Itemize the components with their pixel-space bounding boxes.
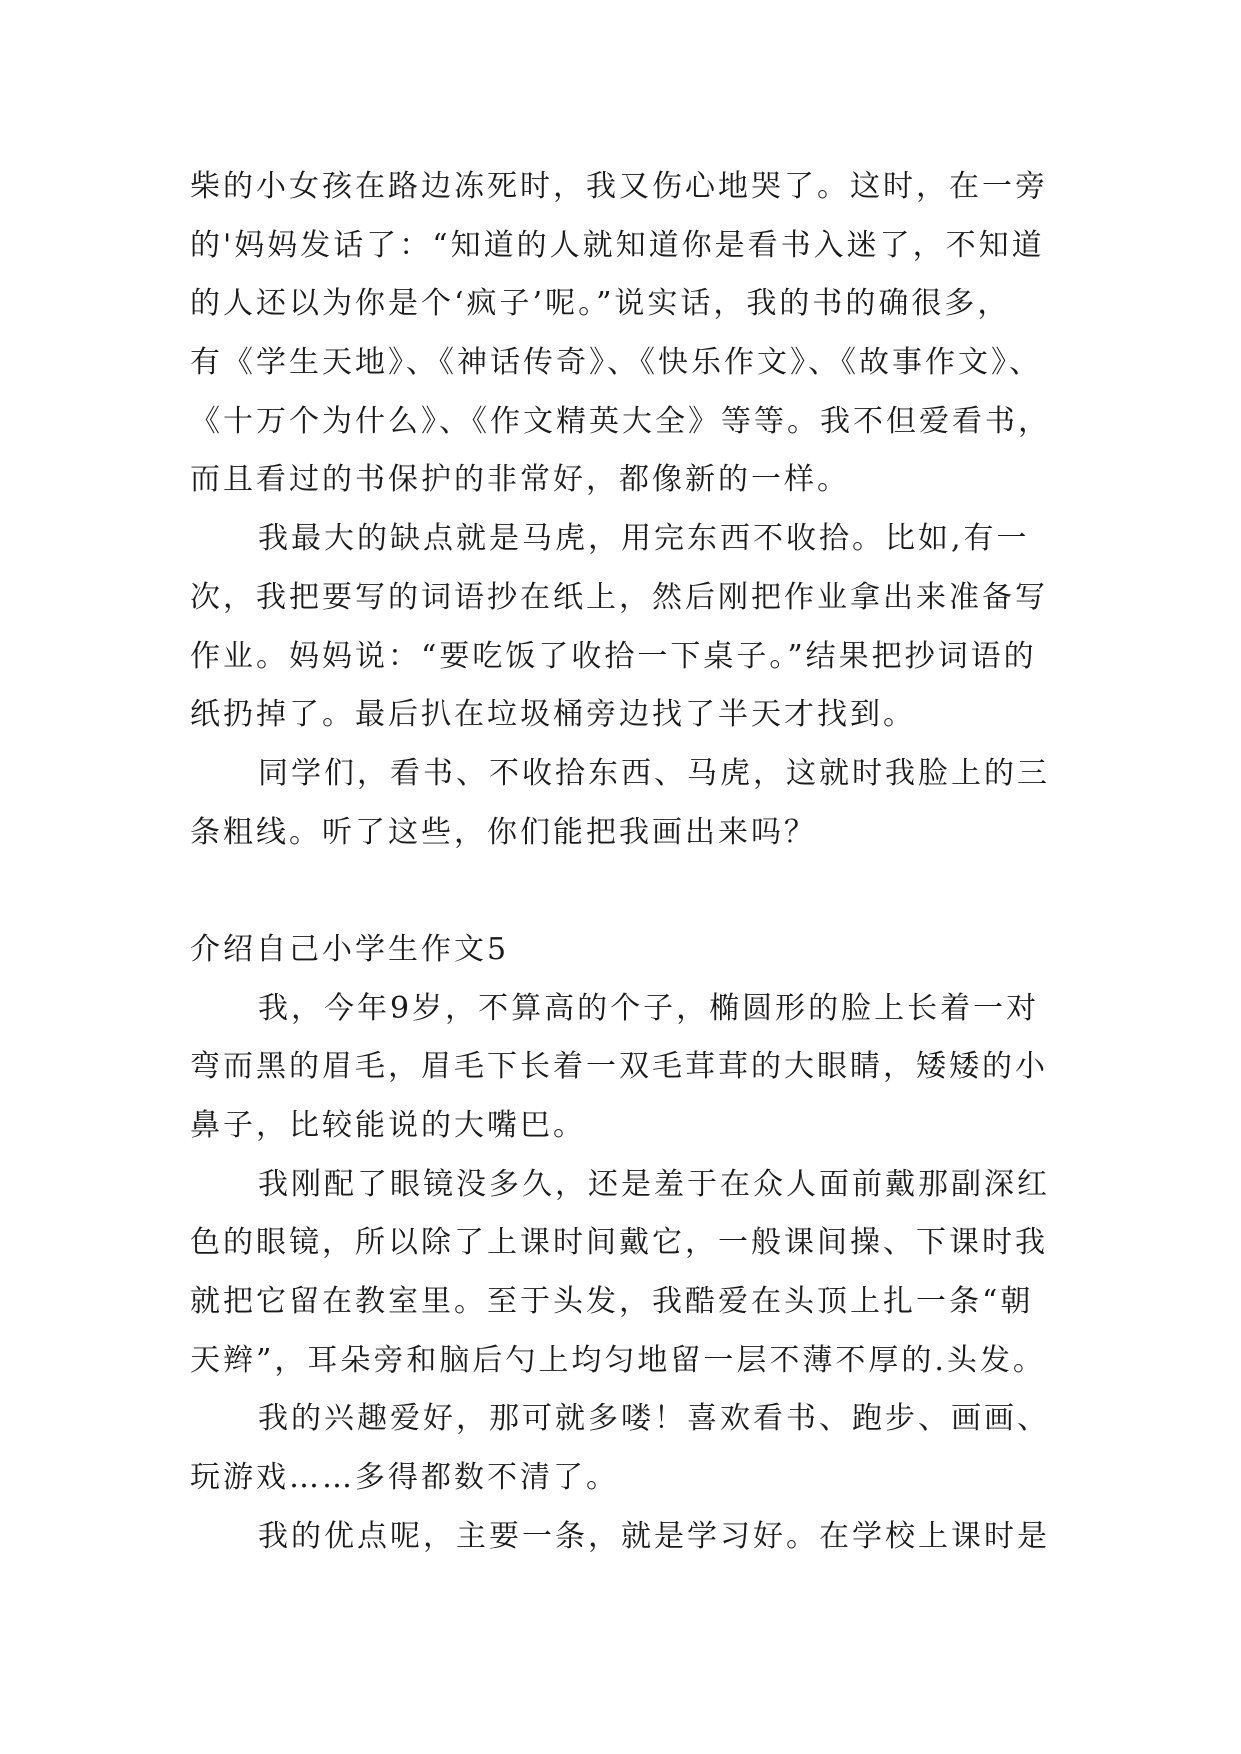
paragraph-line: 色的眼镜，所以除了上课时间戴它，一般课间操、下课时我 bbox=[190, 1225, 1048, 1261]
paragraph-line: 我的兴趣爱好，那可就多喽！喜欢看书、跑步、画画、 bbox=[258, 1401, 1050, 1437]
paragraph-line: 我的优点呢，主要一条，就是学习好。在学校上课时是 bbox=[258, 1518, 1050, 1554]
paragraph-line: 柴的小女孩在路边冻死时，我又伤心地哭了。这时，在一旁 bbox=[190, 169, 1048, 204]
paragraph-line: 玩游戏……多得都数不清了。 bbox=[190, 1460, 619, 1496]
paragraph-line: 条粗线。听了这些，你们能把我画出来吗？ bbox=[190, 814, 817, 850]
section-heading: 介绍自己小学生作文5 bbox=[190, 931, 510, 967]
section-gap bbox=[190, 862, 1070, 921]
paragraph-line: 作业。妈妈说：“要吃饭了收拾一下桌子。”结果把抄词语的 bbox=[190, 638, 1037, 674]
paragraph-line: 有《学生天地》、《神话传奇》、《快乐作文》、《故事作文》、 bbox=[190, 345, 1042, 381]
paragraph-line: 的人还以为你是个‘疯子’呢。”说实话，我的书的确很多， bbox=[190, 286, 1011, 322]
paragraph-line: 次，我把要写的词语抄在纸上，然后刚把作业拿出来准备写 bbox=[190, 579, 1048, 615]
paragraph-line: 我刚配了眼镜没多久，还是羞于在众人面前戴那副深红 bbox=[258, 1166, 1050, 1202]
paragraph-line: 《十万个为什么》、《作文精英大全》等等。我不但爱看书， bbox=[190, 403, 1051, 439]
paragraph-line: 弯而黑的眉毛，眉毛下长着一双毛茸茸的大眼睛，矮矮的小 bbox=[190, 1049, 1048, 1085]
paragraph-line: 天辫”，耳朵旁和脑后勺上均匀地留一层不薄不厚的.头发。 bbox=[190, 1342, 1046, 1378]
paragraph-line: 纸扔掉了。最后扒在垃圾桶旁边找了半天才找到。 bbox=[190, 697, 916, 733]
paragraph-line: 我最大的缺点就是马虎，用完东西不收拾。比如,有一 bbox=[258, 521, 1030, 557]
paragraph-line: 鼻子，比较能说的大嘴巴。 bbox=[190, 1108, 586, 1143]
paragraph-line: 就把它留在教室里。至于头发，我酷爱在头顶上扎一条“朝 bbox=[190, 1284, 1034, 1320]
paragraph-line: 我，今年9岁，不算高的个子，椭圆形的脸上长着一对 bbox=[258, 990, 1040, 1026]
document-page bbox=[190, 158, 1070, 1567]
paragraph-line: 的'妈妈发话了：“知道的人就知道你是看书入迷了，不知道 bbox=[190, 227, 1045, 263]
paragraph-line: 同学们，看书、不收拾东西、马虎，这就时我脸上的三 bbox=[258, 755, 1050, 791]
paragraph-line: 而且看过的书保护的非常好，都像新的一样。 bbox=[190, 462, 850, 498]
